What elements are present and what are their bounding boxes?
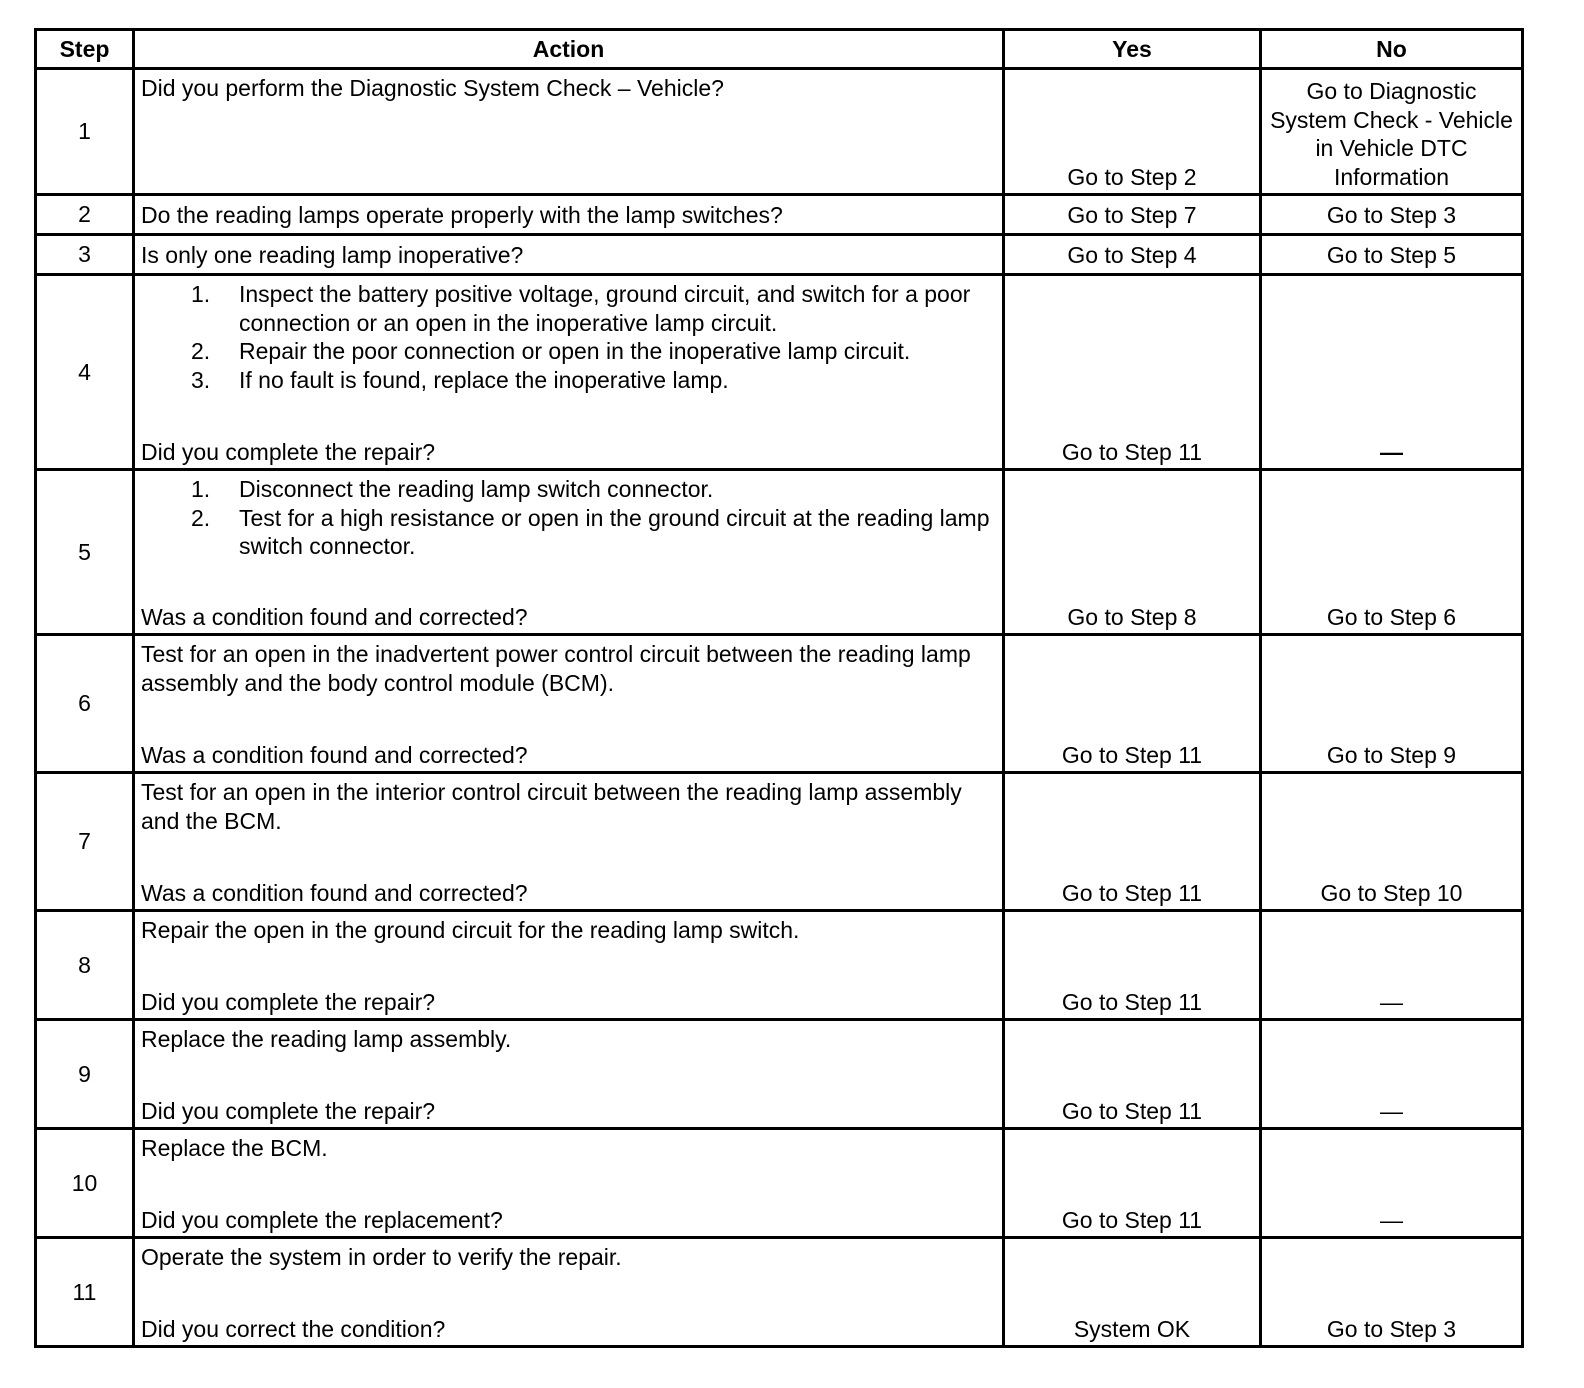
substep: 2. Test for a high resistance or open in the ground circuit at the reading lamp switch connector. — [191, 504, 990, 559]
action-question: Did you complete the replacement? — [141, 1206, 503, 1233]
action-cell — [134, 470, 1004, 635]
step-number: 10 — [36, 1129, 134, 1238]
action-question: Was a condition found and corrected? — [141, 741, 528, 768]
table-row — [36, 235, 1523, 275]
action-cell — [134, 911, 1004, 1020]
yes-result: Go to Step 4 — [1004, 235, 1261, 275]
header-yes: Yes — [1004, 30, 1261, 69]
no-result-dash: — — [1380, 438, 1403, 465]
yes-result: Go to Step 7 — [1004, 195, 1261, 235]
action-cell — [134, 69, 1004, 195]
table-row — [36, 275, 1523, 470]
step-number: 6 — [36, 635, 134, 773]
step-number: 8 — [36, 911, 134, 1020]
no-result: Go to Step 6 — [1261, 470, 1523, 635]
yes-result: Go to Step 11 — [1004, 911, 1261, 1020]
table-header — [36, 30, 1523, 69]
substep: 1. Disconnect the reading lamp switch connector. — [191, 476, 714, 502]
yes-result: Go to Step 11 — [1004, 773, 1261, 911]
step-number: 1 — [36, 69, 134, 195]
no-result: Go to Diagnostic System Check - Vehicle in Vehicle DTC Information — [1261, 69, 1523, 195]
action-content — [141, 475, 996, 631]
action-content — [141, 1025, 996, 1125]
action-question: Is only one reading lamp inoperative? — [141, 242, 524, 269]
table-row — [36, 195, 1523, 235]
yes-result: Go to Step 2 — [1004, 69, 1261, 195]
action-intro: Operate the system in order to verify the repair. — [141, 1244, 622, 1270]
substep: 2. Repair the poor connection or open in the inoperative lamp circuit. — [191, 338, 911, 364]
header-row — [36, 30, 1523, 69]
action-question: Did you correct the condition? — [141, 1315, 446, 1342]
action-intro: Replace the BCM. — [141, 1135, 328, 1161]
action-question: Was a condition found and corrected? — [141, 603, 528, 630]
action-cell — [134, 1129, 1004, 1238]
table-row — [36, 1129, 1523, 1238]
no-result — [1261, 1020, 1523, 1129]
action-content — [141, 1134, 996, 1234]
action-intro: Repair the open in the ground circuit for the reading lamp switch. — [141, 917, 800, 943]
action-content — [141, 640, 996, 769]
action-cell — [134, 195, 1004, 235]
no-result: Go to Step 10 — [1261, 773, 1523, 911]
header-step: Step — [36, 30, 134, 69]
step-number: 9 — [36, 1020, 134, 1129]
step-number: 11 — [36, 1238, 134, 1347]
step-number: 3 — [36, 235, 134, 275]
table-row — [36, 69, 1523, 195]
no-result: Go to Step 5 — [1261, 235, 1523, 275]
header-action: Action — [134, 30, 1004, 69]
yes-result: Go to Step 11 — [1004, 1129, 1261, 1238]
substep-list — [141, 475, 996, 561]
action-content — [141, 280, 996, 466]
action-cell — [134, 235, 1004, 275]
no-result: Go to Step 3 — [1261, 195, 1523, 235]
no-result-dash: — — [1380, 1206, 1403, 1233]
action-question: Did you complete the repair? — [141, 438, 436, 465]
action-intro: Test for an open in the inadvertent power control circuit between the reading lamp assembly and the body control module (BCM). — [141, 641, 971, 696]
table-row — [36, 635, 1523, 773]
action-cell — [134, 275, 1004, 470]
action-question: Was a condition found and corrected? — [141, 879, 528, 906]
action-question: Did you perform the Diagnostic System Check – Vehicle? — [141, 75, 724, 101]
action-content — [141, 778, 996, 907]
action-cell — [134, 1238, 1004, 1347]
no-result: Go to Step 9 — [1261, 635, 1523, 773]
substep: 1. Inspect the battery positive voltage, ground circuit, and switch for a poor connection or an open in the inoperative lamp circuit. — [191, 281, 971, 336]
substep: 3. If no fault is found, replace the inoperative lamp. — [191, 366, 729, 393]
action-cell — [134, 635, 1004, 773]
no-result-dash: — — [1380, 988, 1403, 1015]
action-intro: Test for an open in the interior control circuit between the reading lamp assembly and the BCM. — [141, 779, 962, 834]
no-result-dash: — — [1380, 1097, 1403, 1124]
table-row — [36, 773, 1523, 911]
yes-result: System OK — [1004, 1238, 1261, 1347]
step-number: 4 — [36, 275, 134, 470]
yes-result: Go to Step 8 — [1004, 470, 1261, 635]
yes-result: Go to Step 11 — [1004, 1020, 1261, 1129]
action-cell — [134, 773, 1004, 911]
table-row — [36, 1020, 1523, 1129]
yes-result: Go to Step 11 — [1004, 635, 1261, 773]
no-result: Go to Step 3 — [1261, 1238, 1523, 1347]
diagnostic-table — [34, 28, 1524, 1348]
no-result — [1261, 1129, 1523, 1238]
table-row — [36, 911, 1523, 1020]
substep-list — [141, 280, 996, 394]
action-content — [141, 916, 996, 1016]
table-row — [36, 470, 1523, 635]
action-question: Did you complete the repair? — [141, 1097, 436, 1124]
step-number: 2 — [36, 195, 134, 235]
action-question: Do the reading lamps operate properly with the lamp switches? — [141, 202, 783, 229]
table-row — [36, 1238, 1523, 1347]
action-question: Did you complete the repair? — [141, 988, 436, 1015]
header-no: No — [1261, 30, 1523, 69]
action-intro: Replace the reading lamp assembly. — [141, 1026, 512, 1052]
table-body — [36, 69, 1523, 1347]
action-cell — [134, 1020, 1004, 1129]
yes-result: Go to Step 11 — [1004, 275, 1261, 470]
step-number: 5 — [36, 470, 134, 635]
no-result — [1261, 911, 1523, 1020]
action-content — [141, 1243, 996, 1343]
step-number: 7 — [36, 773, 134, 911]
no-result — [1261, 275, 1523, 470]
